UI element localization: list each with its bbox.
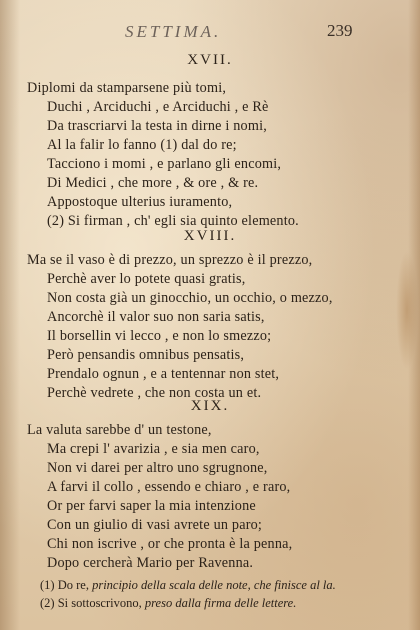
page-header: [0, 22, 420, 44]
verse-line: Ma se il vaso è di prezzo, un sprezzo è il prezzo,: [27, 252, 313, 268]
stanza-heading: XVIII.: [183, 228, 237, 244]
verse-line: La valuta sarebbe d' un testone,: [27, 422, 212, 438]
footnote-text: Do re,: [57, 578, 89, 592]
verse-line: Ma crepi l' avarizia , e sia men caro,: [47, 441, 260, 457]
verse-line: Or per farvi saper la mia intenzione: [47, 498, 256, 514]
verse-line: Perchè vedrete , che non costa un et.: [47, 385, 262, 401]
verse-line: Non costa già un ginocchio, un occhio, o mezzo,: [47, 290, 333, 306]
verse-line: Dopo cercherà Mario per Ravenna.: [47, 555, 254, 571]
stanza-heading: XIX.: [190, 398, 230, 414]
footnote-1: [40, 578, 336, 593]
verse-line: Diplomi da stamparsene più tomi,: [27, 80, 227, 96]
footnote-text: Si sottoscrivono,: [57, 596, 142, 610]
footnote-italic-text: principio della scala delle note, che finisce al la.: [92, 578, 336, 592]
verse-line: Appostoque ulterius iuramento,: [47, 194, 233, 210]
verse-line: Tacciono i momi , e parlano gli encomi,: [47, 156, 282, 172]
paper-stain: [396, 250, 418, 370]
verse-line: Da trascriarvi la testa in dirne i nomi,: [47, 118, 267, 134]
verse-line: A farvi il collo , essendo e chiaro , e raro,: [47, 479, 291, 495]
footnote-marker: (2): [40, 596, 55, 610]
verse-line: Ancorchè il valor suo non saria satis,: [47, 309, 265, 325]
verse-line: Duchi , Arciduchi , e Arciduchi , e Rè: [47, 99, 269, 115]
page-number: 239: [327, 21, 353, 40]
footnote-2: [40, 596, 296, 611]
verse-line: Al la falir lo fanno (1) dal do re;: [47, 137, 237, 153]
verse-line: Chi non iscrive , or che pronta è la penna,: [47, 536, 293, 552]
stanza-heading: XVII.: [187, 52, 233, 68]
running-head: SETTIMA.: [125, 22, 222, 41]
footnote-marker: (1): [40, 578, 55, 592]
verse-line: Prendalo ognun , e a tentennar non stet,: [47, 366, 280, 382]
footnote-italic-text: preso dalla firma delle lettere.: [144, 596, 297, 610]
verse-line: Il borsellin vi lecco , e non lo smezzo;: [47, 328, 272, 344]
verse-line: (2) Si firman , ch' egli sia quinto elemento.: [47, 213, 299, 229]
verse-line: Non vi darei per altro uno sgrugnone,: [47, 460, 268, 476]
verse-line: Però pensandis omnibus pensatis,: [47, 347, 245, 363]
verse-line: Di Medici , che more , & ore , & re.: [47, 175, 259, 191]
verse-line: Perchè aver lo potete quasi gratis,: [47, 271, 246, 287]
verse-line: Con un giulio di vasi avrete un paro;: [47, 517, 263, 533]
